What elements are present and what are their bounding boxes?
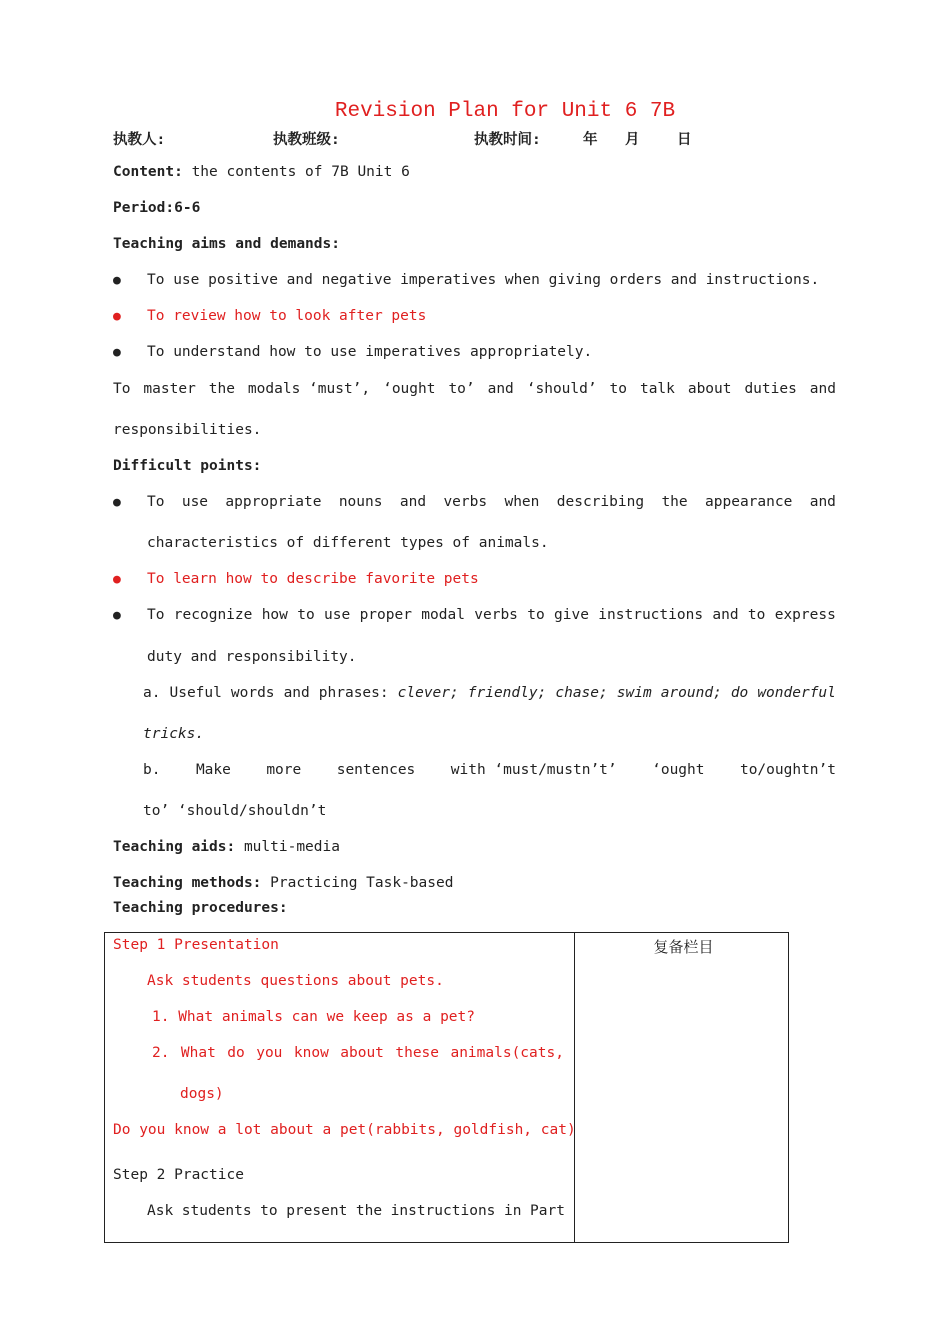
bullet-icon: ● bbox=[113, 608, 121, 623]
page-title: Revision Plan for Unit 6 7B bbox=[334, 100, 676, 123]
sub-a-line-2: tricks. bbox=[143, 726, 205, 742]
word: nouns bbox=[338, 494, 383, 510]
word: when bbox=[504, 494, 540, 510]
bullet-icon: ● bbox=[113, 309, 121, 324]
word: Ask bbox=[147, 1203, 174, 1219]
word: the bbox=[661, 494, 688, 510]
word: and bbox=[809, 494, 836, 510]
side-column-header: 复备栏目 bbox=[653, 938, 714, 956]
word: express bbox=[774, 607, 836, 623]
word: appearance bbox=[705, 494, 793, 510]
aids-label: Teaching aids: bbox=[113, 839, 236, 855]
word: proper bbox=[359, 607, 412, 623]
word: words bbox=[230, 685, 275, 701]
word: What bbox=[180, 1045, 216, 1061]
difficult-item-2: To learn how to describe favorite pets bbox=[147, 571, 479, 587]
word: b. bbox=[143, 762, 161, 778]
word: to bbox=[747, 607, 766, 623]
methods-label: Teaching methods: bbox=[113, 875, 262, 891]
content-value: the contents of 7B Unit 6 bbox=[182, 164, 410, 180]
word: instructions bbox=[598, 607, 704, 623]
difficult-heading: Difficult points: bbox=[113, 458, 262, 474]
word: and bbox=[712, 607, 739, 623]
word: these bbox=[395, 1045, 440, 1061]
difficult-item-1-line-1 bbox=[147, 494, 836, 510]
period-line: Period:6-6 bbox=[113, 200, 201, 216]
word: and bbox=[487, 381, 514, 397]
word: describing bbox=[556, 494, 645, 510]
word: Useful bbox=[169, 685, 222, 701]
word: appropriate bbox=[225, 494, 322, 510]
word: recognize bbox=[173, 607, 253, 623]
aims-paragraph-line-2: responsibilities. bbox=[113, 422, 262, 438]
word: present bbox=[286, 1203, 348, 1219]
word: to bbox=[609, 381, 628, 397]
word: ‘ought bbox=[383, 381, 436, 397]
procedures-table bbox=[104, 932, 789, 1243]
word: friendly; bbox=[467, 685, 547, 701]
methods-value: Practicing Task-based bbox=[261, 875, 454, 891]
aims-paragraph-line-1 bbox=[113, 381, 836, 397]
word: about bbox=[687, 381, 732, 397]
aims-item-3: To understand how to use imperatives appropriately. bbox=[147, 344, 593, 360]
word: in bbox=[503, 1203, 522, 1219]
procedures-heading: Teaching procedures: bbox=[113, 900, 288, 916]
word: to bbox=[527, 607, 545, 623]
difficult-item-3-line-2: duty and responsibility. bbox=[147, 649, 357, 665]
word: verbs bbox=[474, 607, 518, 623]
word: wonderful bbox=[757, 685, 836, 701]
word: and bbox=[399, 494, 427, 510]
word: around; bbox=[660, 685, 722, 701]
word: know bbox=[293, 1045, 329, 1061]
word: animals(cats, bbox=[450, 1045, 564, 1061]
word: use bbox=[324, 607, 351, 623]
day-label: 日 bbox=[677, 132, 692, 148]
step2-line-1 bbox=[147, 1203, 565, 1219]
word: do bbox=[227, 1045, 245, 1061]
word: sentences bbox=[336, 762, 416, 778]
question-1: 1. What animals can we keep as a pet? bbox=[152, 1009, 476, 1025]
month-label: 月 bbox=[625, 132, 640, 148]
word: about bbox=[340, 1045, 384, 1061]
word: a. bbox=[143, 685, 161, 701]
word: how bbox=[261, 607, 288, 623]
difficult-item-3-line-1 bbox=[147, 607, 836, 623]
word: master bbox=[143, 381, 196, 397]
difficult-item-1-line-2: characteristics of different types of animals. bbox=[147, 535, 549, 551]
word: chase; bbox=[555, 685, 608, 701]
word: and bbox=[283, 685, 310, 701]
word: the bbox=[355, 1203, 383, 1219]
class-label: 执教班级: bbox=[273, 132, 340, 148]
content-label: Content: bbox=[113, 164, 183, 180]
word: ‘should’ bbox=[526, 381, 597, 397]
sub-b-line-2: to’ ‘should/shouldn’t bbox=[143, 803, 327, 819]
word: phrases: bbox=[318, 685, 389, 701]
word: To bbox=[147, 607, 165, 623]
aims-heading: Teaching aims and demands: bbox=[113, 236, 340, 252]
word: modals ‘must’, bbox=[247, 381, 371, 397]
column-divider bbox=[574, 933, 575, 1242]
bullet-icon: ● bbox=[113, 572, 121, 587]
word: give bbox=[554, 607, 589, 623]
word: to/oughtn’t bbox=[739, 762, 836, 778]
question-3: Do you know a lot about a pet(rabbits, goldfish, cat) bbox=[113, 1122, 576, 1138]
word: to’ bbox=[448, 381, 475, 397]
word: To bbox=[147, 494, 165, 510]
sub-b-line-1 bbox=[143, 762, 836, 778]
word: 2. bbox=[152, 1045, 170, 1061]
word: do bbox=[730, 685, 749, 701]
word: ‘ought bbox=[652, 762, 705, 778]
aids-line bbox=[113, 839, 340, 855]
word: instructions bbox=[390, 1203, 496, 1219]
teacher-label: 执教人: bbox=[113, 132, 166, 148]
word: verbs bbox=[443, 494, 488, 510]
word: modal bbox=[421, 607, 465, 623]
word: talk bbox=[639, 381, 675, 397]
word: you bbox=[256, 1045, 283, 1061]
methods-line bbox=[113, 875, 453, 891]
aims-item-1: To use positive and negative imperatives when giving orders and instructions. bbox=[147, 272, 820, 288]
question-2-line-1 bbox=[152, 1045, 564, 1061]
word: clever; bbox=[397, 685, 459, 701]
word: To bbox=[113, 381, 131, 397]
aids-value: multi-media bbox=[235, 839, 340, 855]
word: the bbox=[208, 381, 235, 397]
word: Part bbox=[530, 1203, 565, 1219]
word: to bbox=[260, 1203, 278, 1219]
bullet-icon: ● bbox=[113, 495, 121, 510]
word: students bbox=[181, 1203, 252, 1219]
content-line bbox=[113, 164, 410, 180]
word: duties bbox=[744, 381, 797, 397]
question-2-line-2: dogs) bbox=[180, 1086, 224, 1102]
aims-item-2: To review how to look after pets bbox=[147, 308, 427, 324]
word: and bbox=[809, 381, 836, 397]
sub-a-line-1 bbox=[143, 685, 836, 701]
word: to bbox=[297, 607, 315, 623]
word: more bbox=[266, 762, 302, 778]
word: Make bbox=[195, 762, 231, 778]
time-label: 执教时间: bbox=[474, 132, 541, 148]
word: use bbox=[181, 494, 209, 510]
step1-intro: Ask students questions about pets. bbox=[147, 973, 444, 989]
word: with ‘must/mustn’t’ bbox=[450, 762, 617, 778]
year-label: 年 bbox=[583, 132, 598, 148]
step2-title: Step 2 Practice bbox=[113, 1167, 244, 1183]
step1-title: Step 1 Presentation bbox=[113, 937, 279, 953]
bullet-icon: ● bbox=[113, 273, 121, 288]
word: swim bbox=[616, 685, 652, 701]
bullet-icon: ● bbox=[113, 345, 121, 360]
